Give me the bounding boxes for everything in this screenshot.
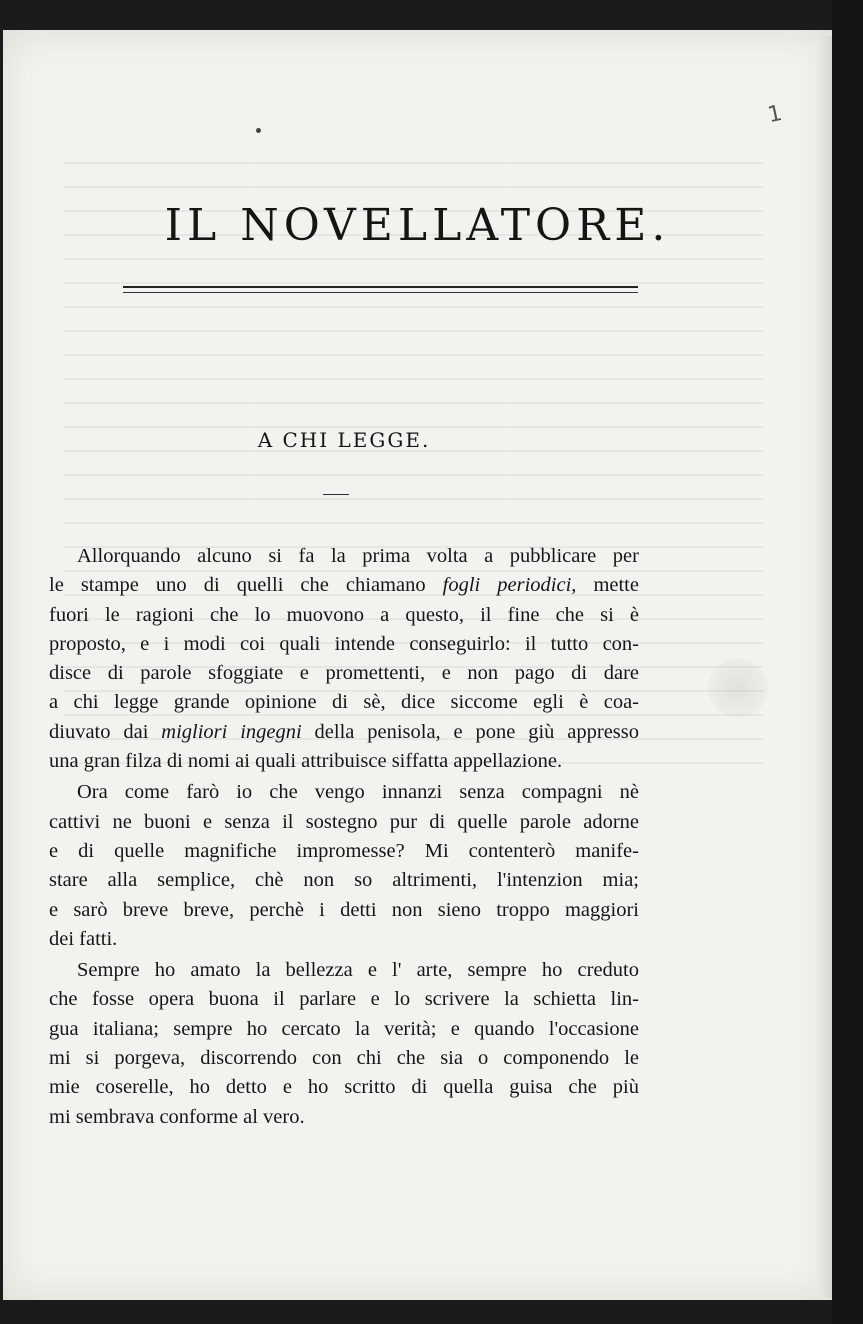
text-line: stare alla semplice, chè non so altrimenti, l'intenzion mia; bbox=[49, 869, 639, 892]
section-divider bbox=[323, 494, 349, 495]
paper-stain bbox=[708, 658, 768, 718]
text-line: mie coserelle, ho detto e ho scritto di quella guisa che più bbox=[49, 1076, 639, 1099]
text-line: dei fatti. bbox=[49, 927, 118, 950]
text-line: e di quelle magnifiche impromesse? Mi contenterò manife- bbox=[49, 839, 639, 862]
text-line: Allorquando alcuno si fa la prima volta a pubblicare per bbox=[77, 545, 639, 567]
text-line: che fosse opera buona il parlare e lo scrivere la schietta lin- bbox=[49, 988, 639, 1011]
ink-dot bbox=[256, 128, 261, 133]
page-number: 1 bbox=[765, 100, 785, 129]
title-rule-thin bbox=[123, 292, 638, 293]
paragraph bbox=[49, 542, 639, 776]
text-line: Sempre ho amato la bellezza e l' arte, sempre ho creduto bbox=[77, 959, 639, 982]
section-heading: A CHI LEGGE. bbox=[257, 428, 431, 452]
text-line: a chi legge grande opinione di sè, dice siccome egli è coa- bbox=[49, 691, 639, 714]
text-line: cattivi ne buoni e senza il sostegno pur di quelle parole adorne bbox=[49, 810, 639, 833]
page-title: IL NOVELLATORE. bbox=[164, 200, 671, 251]
text-line: proposto, e i modi coi quali intende conseguirlo: il tutto con- bbox=[49, 632, 639, 655]
text-line: e sarò breve breve, perchè i detti non sieno troppo maggiori bbox=[49, 898, 639, 921]
body-text bbox=[49, 542, 639, 1132]
paper-sheet bbox=[3, 30, 832, 1300]
title-rule-thick bbox=[123, 286, 638, 288]
text-line: fuori le ragioni che lo muovono a questo, il fine che si è bbox=[49, 603, 639, 626]
scan-margin bbox=[832, 0, 863, 1324]
text-line: disce di parole sfoggiate e promettenti, e non pago di dare bbox=[49, 662, 639, 685]
paragraph bbox=[49, 956, 639, 1132]
text-line: le stampe uno di quelli che chiamano fogli periodici, mette bbox=[49, 574, 639, 597]
text-line: gua italiana; sempre ho cercato la verità; e quando l'occasione bbox=[49, 1017, 639, 1040]
text-line: una gran filza di nomi ai quali attribuisce siffatta appellazione. bbox=[49, 750, 563, 773]
text-line: diuvato dai migliori ingegni della penisola, e pone giù appresso bbox=[49, 720, 639, 743]
text-line: Ora come farò io che vengo innanzi senza compagni nè bbox=[77, 781, 639, 804]
italic-text: migliori ingegni bbox=[161, 720, 302, 743]
paragraph bbox=[49, 778, 639, 954]
text-line: mi si porgeva, discorrendo con chi che sia o componendo le bbox=[49, 1047, 639, 1070]
page-edge bbox=[818, 36, 832, 1298]
text-line: mi sembrava conforme al vero. bbox=[49, 1105, 305, 1128]
italic-text: fogli periodici bbox=[442, 574, 572, 597]
